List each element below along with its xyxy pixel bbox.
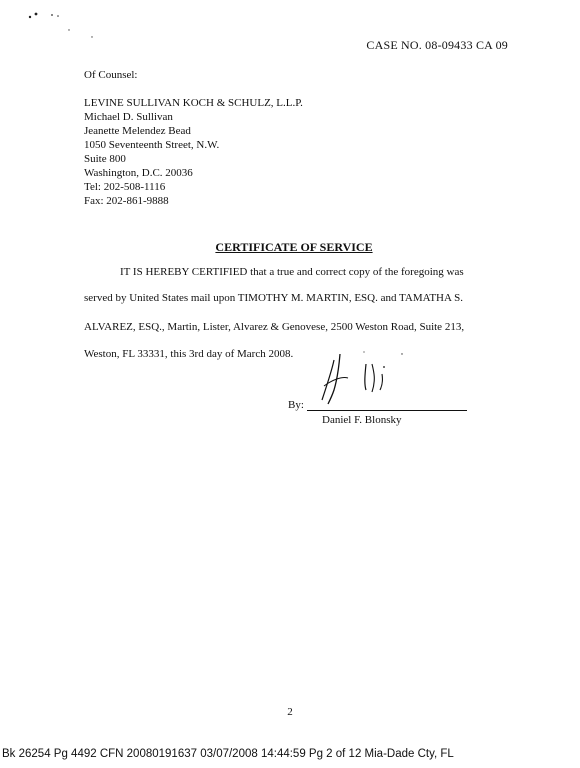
counsel-label: Of Counsel:: [84, 69, 138, 81]
counsel-attorney-2: Jeanette Melendez Bead: [84, 125, 191, 137]
certificate-line-2: served by United States mail upon TIMOTHY M. MARTIN, ESQ. and TAMATHA S.: [84, 292, 463, 304]
certificate-line-4: Weston, FL 33331, this 3rd day of March 2008.: [84, 348, 294, 360]
counsel-block: [84, 68, 303, 208]
counsel-fax: Fax: 202-861-9888: [84, 195, 169, 207]
by-label: By:: [288, 399, 304, 411]
scan-specks: [20, 6, 110, 46]
case-number: CASE NO. 08-09433 CA 09: [366, 38, 508, 52]
certificate-line-3: ALVAREZ, ESQ., Martin, Lister, Alvarez & Genovese, 2500 Weston Road, Suite 213,: [84, 321, 465, 333]
certificate-title: CERTIFICATE OF SERVICE: [215, 240, 373, 254]
handwritten-signature: [310, 346, 420, 408]
signer-name: Daniel F. Blonsky: [322, 414, 402, 426]
page-number: 2: [287, 706, 293, 718]
counsel-tel: Tel: 202-508-1116: [84, 181, 166, 193]
counsel-suite: Suite 800: [84, 153, 126, 165]
recording-stamp: Bk 26254 Pg 4492 CFN 20080191637 03/07/2008 14:44:59 Pg 2 of 12 Mia-Dade Cty, FL: [2, 748, 454, 760]
counsel-city: Washington, D.C. 20036: [84, 167, 193, 179]
counsel-firm: LEVINE SULLIVAN KOCH & SCHULZ, L.L.P.: [84, 97, 303, 109]
signature-line: [307, 410, 467, 411]
counsel-attorney-1: Michael D. Sullivan: [84, 111, 173, 123]
counsel-street: 1050 Seventeenth Street, N.W.: [84, 139, 220, 151]
certificate-line-1: IT IS HEREBY CERTIFIED that a true and correct copy of the foregoing was: [120, 266, 464, 278]
